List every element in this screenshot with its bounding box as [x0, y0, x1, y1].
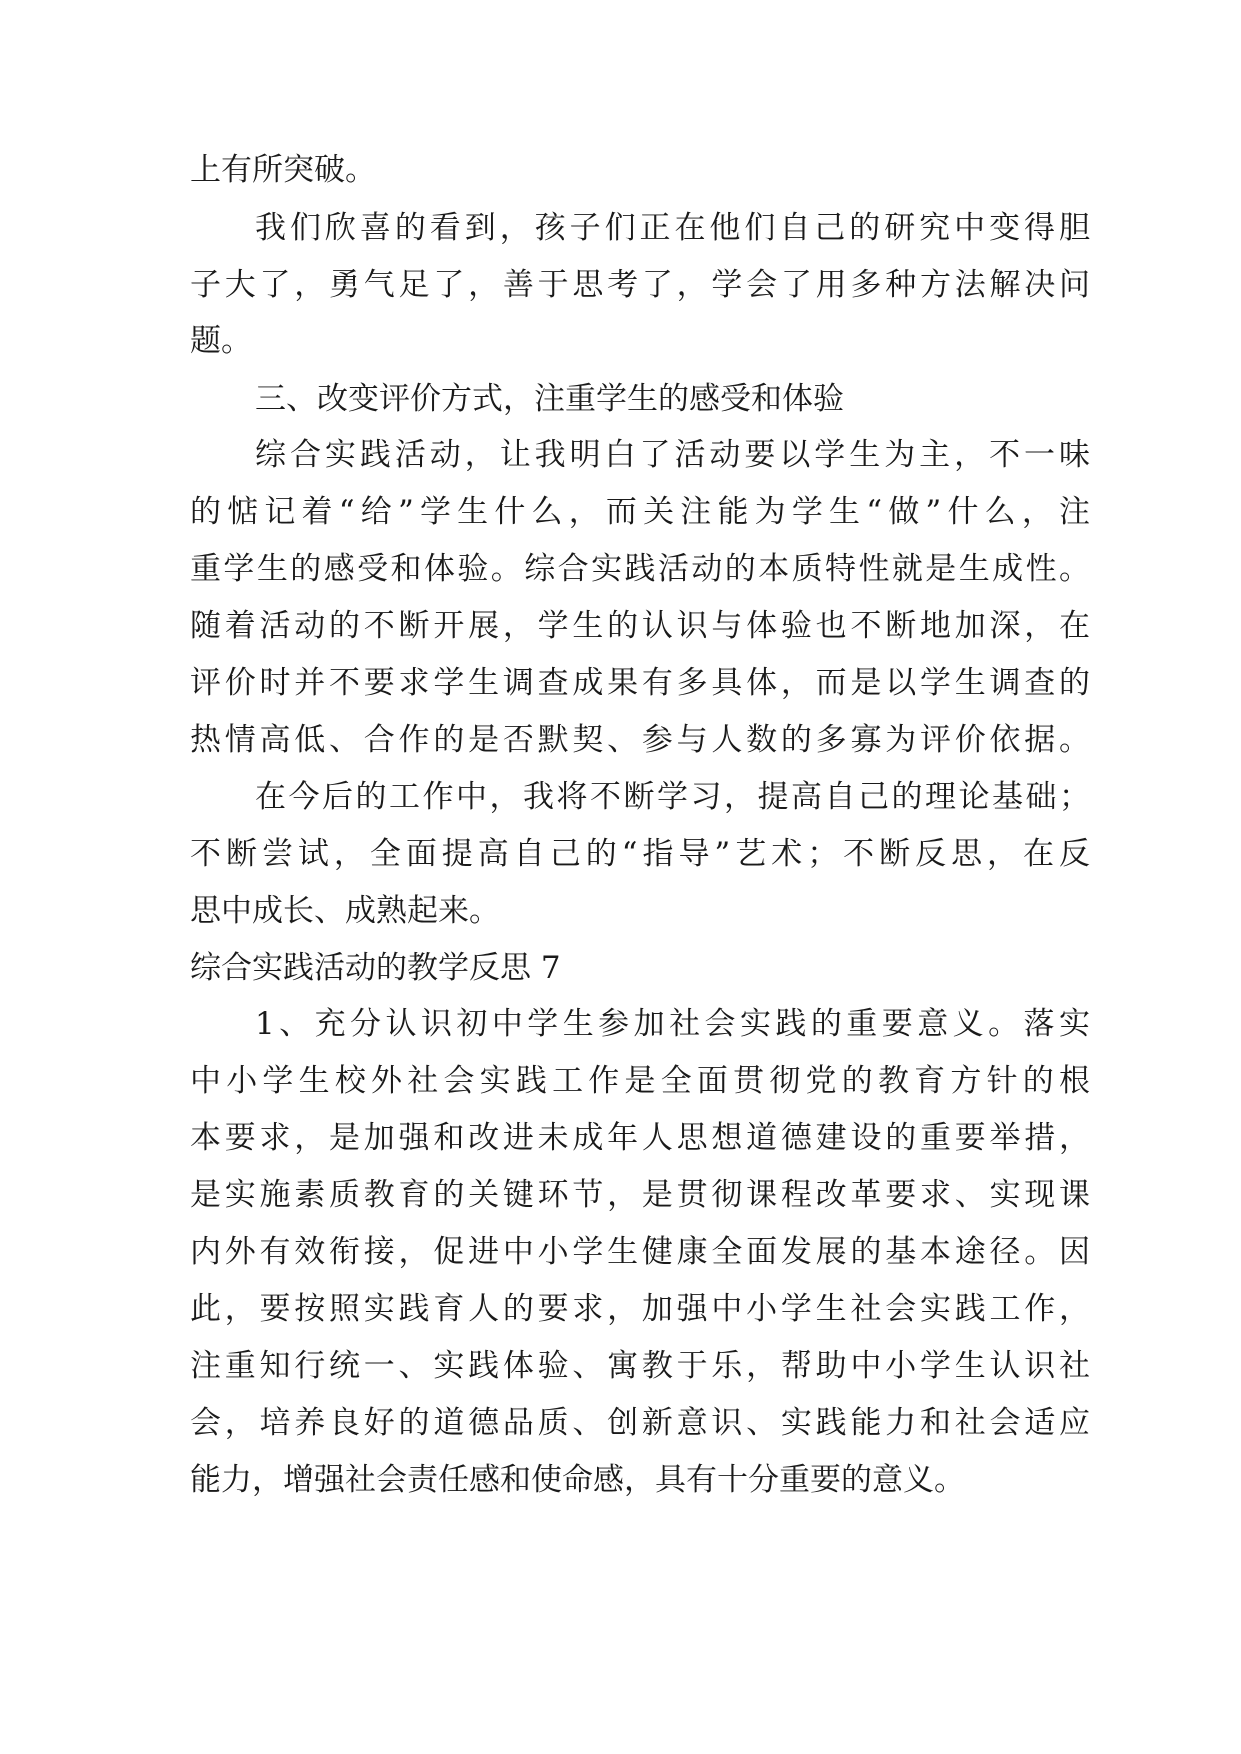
paragraph-line: 注重知行统一、实践体验、寓教于乐，帮助中小学生认识社 [190, 1348, 1090, 1384]
paragraph-line: 能力，增强社会责任感和使命感，具有十分重要的意义。 [190, 1462, 965, 1498]
paragraph-line: 会，培养良好的道德品质、创新意识、实践能力和社会适应 [190, 1405, 1090, 1441]
paragraph-line: 的惦记着“给”学生什么，而关注能为学生“做”什么，注 [190, 494, 1090, 530]
paragraph-line: 中小学生校外社会实践工作是全面贯彻党的教育方针的根 [190, 1063, 1090, 1099]
paragraph-line: 此，要按照实践育人的要求，加强中小学生社会实践工作， [190, 1291, 1090, 1327]
paragraph-line: 热情高低、合作的是否默契、参与人数的多寡为评价依据。 [190, 722, 1090, 758]
paragraph-line: 子大了，勇气足了，善于思考了，学会了用多种方法解决问 [190, 267, 1090, 303]
paragraph-line: 重学生的感受和体验。综合实践活动的本质特性就是生成性。 [190, 551, 1090, 587]
paragraph-line: 综合实践活动，让我明白了活动要以学生为主，不一味 [255, 437, 1090, 473]
paragraph-line: 评价时并不要求学生调查成果有多具体，而是以学生调查的 [190, 665, 1090, 701]
section-heading: 三、改变评价方式，注重学生的感受和体验 [255, 381, 844, 417]
paragraph-line: 题。 [190, 323, 252, 359]
paragraph-line: 在今后的工作中，我将不断学习，提高自己的理论基础； [255, 779, 1090, 815]
paragraph-line: 本要求，是加强和改进未成年人思想道德建设的重要举措， [190, 1120, 1090, 1156]
article-title: 综合实践活动的教学反思 7 [190, 950, 561, 986]
paragraph-line: 内外有效衔接，促进中小学生健康全面发展的基本途径。因 [190, 1234, 1090, 1270]
paragraph-line: 上有所突破。 [190, 152, 376, 188]
paragraph-line: 随着活动的不断开展，学生的认识与体验也不断地加深，在 [190, 608, 1090, 644]
paragraph-line: 1、充分认识初中学生参加社会实践的重要意义。落实 [255, 1006, 1090, 1042]
paragraph-line: 不断尝试，全面提高自己的“指导”艺术；不断反思，在反 [190, 836, 1090, 872]
paragraph-line: 是实施素质教育的关键环节，是贯彻课程改革要求、实现课 [190, 1177, 1090, 1213]
paragraph-line: 思中成长、成熟起来。 [190, 893, 500, 929]
paragraph-line: 我们欣喜的看到，孩子们正在他们自己的研究中变得胆 [255, 210, 1090, 246]
